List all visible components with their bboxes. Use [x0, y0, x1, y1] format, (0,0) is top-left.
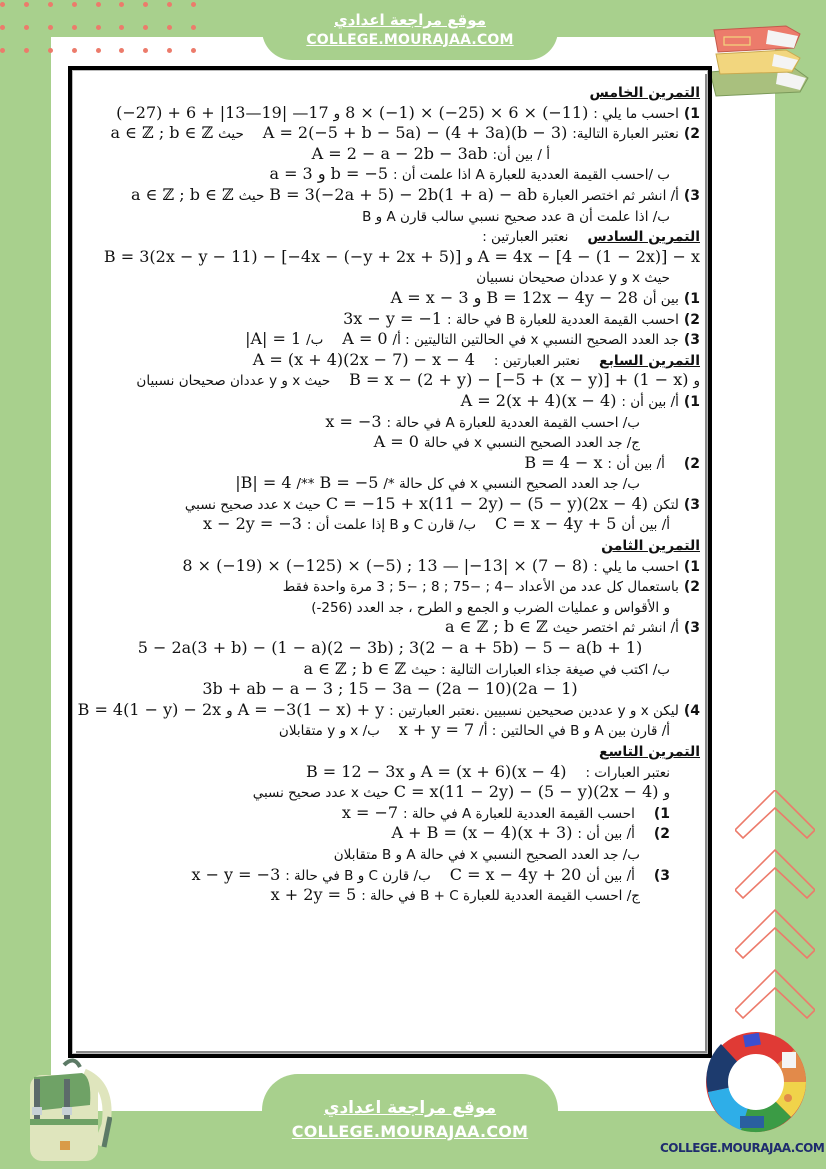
exercise-8-q4ab: أ/ قارن بين A و B في الحالتين : أ/ x + y = 7 ب/ x و y متقابلان: [278, 720, 670, 740]
exercise-5-title: التمرين الخامس: [589, 85, 700, 101]
header-site-banner[interactable]: [262, 0, 558, 60]
exercise-5-q1: 1) احسب ما يلي : 8 × (−1) × (−25) × 6 × (−11) و (−27) + 6 + |13—19| —17: [116, 102, 700, 122]
footer-logo-text[interactable]: COLLEGE.MOURAJAA.COM: [660, 1141, 825, 1155]
exercise-5-q2a: أ / بين أن: A = 2 − a − 2b − 3ab: [311, 143, 550, 163]
exercise-6-q3: 3) جد العدد الصحيح النسبي x في الحالتين التاليتين : أ/ A = 0 ب/ |A| = 1: [245, 329, 700, 349]
footer-site-banner[interactable]: [262, 1074, 558, 1169]
exercise-7-q3: 3) لتكن C = −15 + x(11 − 2y) − (5 − y)(2x − 4) حيث x عدد صحيح نسبي: [184, 493, 700, 513]
exercise-6-title: التمرين السادس: [587, 229, 700, 246]
exercise-9-q2b: ب/ جد العدد الصحيح النسبي x في حالة A و B متقابلان: [333, 846, 640, 863]
exercise-6-q2: 2) احسب القيمة العددية للعبارة B في حالة : 3x − y = −1: [343, 308, 700, 328]
exercise-5-q3a: 3) أ/ انشر ثم اختصر العبارة B = 3(−2a + 5) − 2b(1 + a) − ab حيث a ∈ ℤ ; b ∈ ℤ: [130, 184, 700, 204]
footer-site-url[interactable]: COLLEGE.MOURAJAA.COM: [291, 1122, 529, 1141]
backpack-icon: [12, 1055, 112, 1165]
exercise-7-q2a: 2) أ/ بين أن : B = 4 − x: [524, 452, 700, 472]
frame-left-band: [0, 0, 51, 1169]
exercise-7-q1a: 1) أ/ بين أن : A = 2(x + 4)(x − 4): [460, 390, 700, 410]
exercise-8-q3b: ب/ اكتب في صيغة جذاء العبارات التالية : حيث a ∈ ℤ ; b ∈ ℤ: [303, 658, 670, 678]
exercise-9-intro: نعتبر العبارات : A = (x + 6)(x − 4) و B = 12 − 3x: [305, 761, 670, 781]
exercise-8-q3b-exprs: 15 − 3a − (2a − 10)(2a − 1) ; 3b + ab − a − 3: [202, 679, 578, 699]
header-site-name[interactable]: موقع مراجعة اعدادي: [334, 11, 486, 29]
exercise-9-header: [80, 741, 700, 762]
header-site-url[interactable]: COLLEGE.MOURAJAA.COM: [306, 32, 514, 48]
exercise-6-header: التمرين السادس نعتبر العبارتين :: [482, 229, 700, 246]
exercise-5-q2: 2) نعتبر العبارة التالية: A = 2(−5 + b − 5a) − (4 + 3a)(b − 3) حيث a ∈ ℤ ; b ∈ ℤ: [110, 123, 700, 143]
exercise-8-q3a-exprs: 3(2 − a + 5b) − 5 − a(b + 1) ; 5 − 2a(3 + b) − (1 − a)(2 − 3b): [137, 638, 643, 658]
exercise-9-expr-c: و C = x(11 − 2y) − (5 − y)(2x − 4) حيث x عدد صحيح نسبي: [252, 782, 670, 802]
exercise-7-q1c: ج/ جد العدد الصحيح النسبي x في حالة A = 0: [373, 432, 640, 452]
exercise-6-q1: 1) بين أن A = x − 3 و B = 12x − 4y − 28: [390, 287, 700, 307]
exercise-9-title: التمرين التاسع: [599, 744, 700, 760]
exercise-8-q2-cont: و الأقواس و عمليات الضرب و الجمع و الطرح ، جد العدد (256-): [311, 599, 670, 616]
chevron-up-decoration-icon: [735, 790, 815, 1040]
exercise-content: [77, 76, 700, 1048]
exercise-7-q1b: ب/ احسب القيمة العددية للعبارة A في حالة : x = −3: [325, 411, 640, 431]
exercise-8-title: التمرين الثامن: [601, 538, 700, 555]
decorative-dots-row-3: [0, 48, 200, 54]
exercise-6-expressions: A = 4x − [4 − (1 − 2x)] − x و B = 3(2x − y − 11) − [−4x − (−y + 2x + 5)]: [103, 246, 700, 266]
exercise-7-header: التمرين السابع نعتبر العبارتين : A = (x + 4)(2x − 7) − x − 4: [252, 349, 700, 369]
exercise-7-expr-b: و B = x − (2 + y) − [−5 + (x − y)] + (1 − x) حيث x و y عددان صحيحان نسبيان: [136, 370, 700, 390]
exercise-sheet: [68, 66, 712, 1058]
decorative-dots-row-1: [0, 2, 200, 8]
exercise-8-q4: 4) ليكن x و y عددين صحيحين نسبيين .نعتبر العبارتين : A = −3(1 − x) + y و B = 4(1 − y) − 2x: [77, 699, 700, 719]
exercise-5-q2b: ب /احسب القيمة العددية للعبارة A اذا علمت أن : a = 3 و b = −5: [269, 164, 670, 184]
exercise-9-q2a: 2) أ/ بين أن : A + B = (x − 4)(x + 3): [391, 823, 670, 843]
exercise-9-q3: 3) أ/ بين أن C = x − 4y + 20 ب/ قارن C و B في حالة : x − y = −3: [191, 864, 670, 884]
exercise-9-q3c: ج/ احسب القيمة العددية للعبارة B + C في حالة : x + 2y = 5: [270, 885, 640, 905]
subjects-wheel-logo-icon: [696, 1022, 816, 1142]
exercise-7-title: التمرين السابع: [599, 352, 700, 369]
exercise-9-q1: 1) احسب القيمة العددية للعبارة A في حالة : x = −7: [341, 802, 670, 822]
exercise-5-q3b: ب/ اذا علمت أن a عدد صحيح نسبي سالب قارن A و B: [362, 208, 670, 225]
footer-site-name[interactable]: موقع مراجعة اعدادي: [323, 1098, 497, 1118]
exercise-6-vars: حيث x و y عددان صحيحان نسبيان: [476, 270, 670, 287]
exercise-8-q1: 1) احسب ما يلي : 13 — |−13| × (7 − 8) ; 8 × (−19) × (−125) × (−5): [182, 555, 700, 575]
exercise-8-q3a: 3) أ/ انشر ثم اختصر حيث a ∈ ℤ ; b ∈ ℤ: [445, 617, 700, 637]
decorative-dots-row-2: [0, 25, 200, 31]
exercise-8-q2: 2) باستعمال كل عدد من الأعداد −4 ; −75 ; 8 ; −5 ; 3 مرة واحدة فقط: [282, 579, 700, 596]
exercise-7-q2b: ب/ جد العدد الصحيح النسبي x في كل حالة */ B = −5 **/ |B| = 4: [235, 473, 640, 493]
books-stack-icon: [700, 10, 810, 100]
exercise-8-header: [80, 535, 700, 556]
exercise-7-q3ab: أ/ بين أن C = x − 4y + 5 ب/ قارن C و B إذا علمت أن : x − 2y = −3: [203, 514, 670, 534]
